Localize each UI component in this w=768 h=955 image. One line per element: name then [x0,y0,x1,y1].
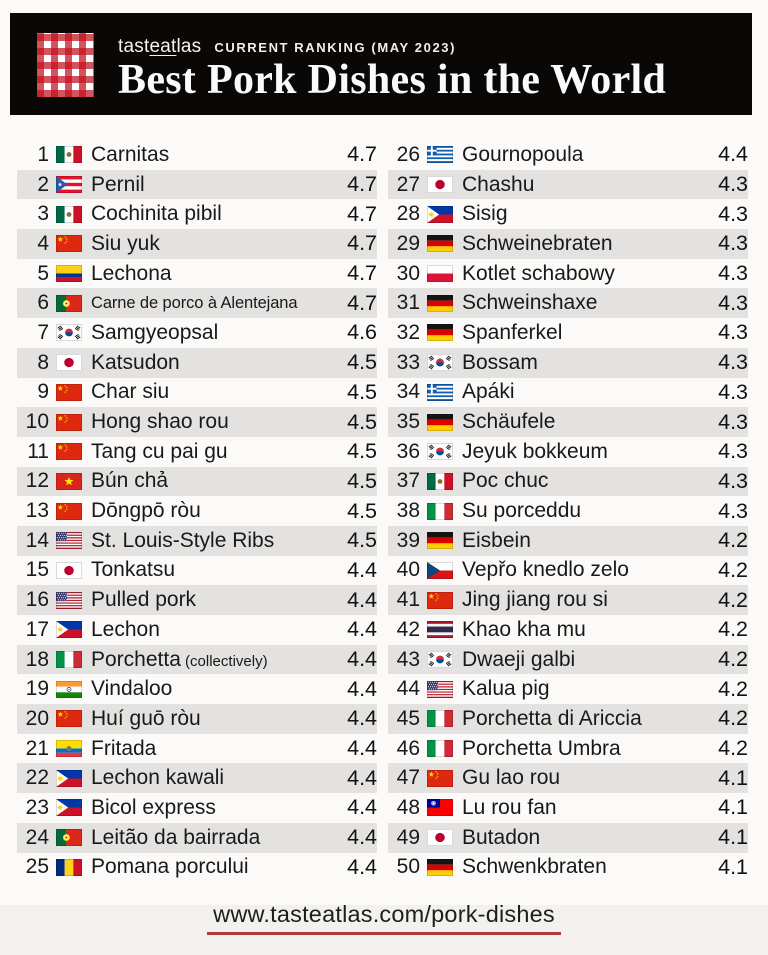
ranking-row [388,229,748,259]
dish-name: Pernil [91,172,145,196]
rank-number: 47 [396,766,420,790]
rating-value: 4.3 [718,350,748,375]
dish-name: Poc chuc [462,469,549,493]
rank-number: 42 [396,617,420,641]
mexico-flag-icon [56,206,82,223]
dish-name: Vepřo knedlo zelo [462,558,629,582]
ranking-row [388,526,748,556]
dish-name: Lechon kawali [91,766,225,790]
dish-name: Eisbein [462,528,531,552]
rank-number: 20 [25,706,49,730]
rating-value: 4.5 [347,528,377,553]
ranking-row [388,288,748,318]
dish-name: Khao kha mu [462,617,586,641]
rank-number: 9 [37,380,49,404]
dish-name: Schweinebraten [462,231,613,255]
rank-number: 24 [25,825,49,849]
rating-value: 4.5 [347,439,377,464]
ranking-row [17,348,377,378]
rating-value: 4.4 [347,587,377,612]
rating-value: 4.4 [347,795,377,820]
dish-name: Carnitas [91,142,170,166]
philippines-flag-icon [56,621,82,638]
dish-name: Porchetta Umbra [462,736,621,760]
china-flag-icon [56,503,82,520]
rank-number: 33 [396,350,420,374]
rank-number: 18 [25,647,49,671]
rating-value: 4.4 [347,557,377,582]
dish-name: Gournopoula [462,142,584,166]
dish-name: Cochinita pibil [91,202,222,226]
ranking-column-left [17,140,377,882]
dish-name: Schäufele [462,410,556,434]
rating-value: 4.3 [718,468,748,493]
rank-number: 17 [25,617,49,641]
dish-name: Dōngpō ròu [91,499,201,523]
ranking-row [388,763,748,793]
portugal-flag-icon [56,829,82,846]
rank-number: 10 [25,410,49,434]
ranking-row [17,407,377,437]
ranking-column-right [388,140,748,882]
rank-number: 5 [37,261,49,285]
rating-value: 4.4 [718,142,748,167]
dish-note: (collectively) [180,652,268,670]
south-korea-flag-icon [56,324,82,341]
rating-value: 4.1 [718,765,748,790]
rating-value: 4.2 [718,617,748,642]
rating-value: 4.3 [718,201,748,226]
dish-name: Bún chả [91,469,169,493]
ranking-row [388,674,748,704]
rank-number: 29 [396,231,420,255]
rank-number: 39 [396,528,420,552]
rank-number: 41 [396,588,420,612]
rating-value: 4.2 [718,557,748,582]
rating-value: 4.2 [718,647,748,672]
philippines-flag-icon [56,799,82,816]
rating-value: 4.5 [347,498,377,523]
japan-flag-icon [56,562,82,579]
romania-flag-icon [56,859,82,876]
rating-value: 4.3 [718,172,748,197]
ranking-row [388,793,748,823]
ranking-row [17,734,377,764]
ranking-row [388,378,748,408]
dish-name: Bossam [462,350,538,374]
ranking-label: CURRENT RANKING (MAY 2023) [214,40,457,55]
rating-value: 4.2 [718,528,748,553]
rank-number: 40 [396,558,420,582]
usa-flag-icon [56,532,82,549]
dish-name: Tang cu pai gu [91,439,228,463]
germany-flag-icon [427,532,453,549]
taiwan-flag-icon [427,799,453,816]
rating-value: 4.2 [718,706,748,731]
rank-number: 37 [396,469,420,493]
rating-value: 4.3 [718,231,748,256]
ranking-row [388,823,748,853]
rating-value: 4.3 [718,261,748,286]
rating-value: 4.5 [347,350,377,375]
rating-value: 4.1 [718,854,748,879]
rating-value: 4.1 [718,825,748,850]
rank-number: 23 [25,795,49,819]
india-flag-icon [56,681,82,698]
ranking-row [388,437,748,467]
south-korea-flag-icon [427,651,453,668]
rating-value: 4.7 [347,231,377,256]
dish-name: Schwenkbraten [462,855,607,879]
dish-name: Schweinshaxe [462,291,598,315]
rank-number: 22 [25,766,49,790]
japan-flag-icon [56,354,82,371]
ranking-row [388,140,748,170]
rank-number: 14 [25,528,49,552]
china-flag-icon [56,414,82,431]
ranking-row [388,348,748,378]
dish-name: Su porceddu [462,499,582,523]
ranking-row [17,763,377,793]
ranking-row [17,615,377,645]
dish-name: Butadon [462,825,541,849]
rating-value: 4.7 [347,201,377,226]
dish-name: Pulled pork [91,588,197,612]
ranking-row [17,170,377,200]
greece-flag-icon [427,146,453,163]
rank-number: 45 [396,706,420,730]
rating-value: 4.4 [347,854,377,879]
ranking-row [17,556,377,586]
ranking-row [388,407,748,437]
dish-name: Spanferkel [462,320,563,344]
china-flag-icon [56,384,82,401]
rating-value: 4.4 [347,676,377,701]
dish-name: Chashu [462,172,535,196]
ranking-row [388,318,748,348]
germany-flag-icon [427,324,453,341]
ranking-row [17,853,377,883]
greece-flag-icon [427,384,453,401]
italy-flag-icon [56,651,82,668]
header-text [118,13,744,115]
italy-flag-icon [427,503,453,520]
rank-number: 43 [396,647,420,671]
japan-flag-icon [427,176,453,193]
rating-value: 4.3 [718,439,748,464]
germany-flag-icon [427,295,453,312]
footer-url: www.tasteatlas.com/pork-dishes [207,901,561,935]
dish-name: Siu yuk [91,231,160,255]
tasteatlas-gingham-logo-icon [37,33,94,97]
rank-number: 26 [396,142,420,166]
rank-number: 19 [25,677,49,701]
ranking-row [17,645,377,675]
rating-value: 4.7 [347,142,377,167]
dish-name: Samgyeopsal [91,320,219,344]
usa-flag-icon [56,592,82,609]
rating-value: 4.4 [347,736,377,761]
ecuador-flag-icon [56,740,82,757]
rating-value: 4.7 [347,261,377,286]
rating-value: 4.5 [347,409,377,434]
italy-flag-icon [427,740,453,757]
rank-number: 7 [37,320,49,344]
dish-name: Apáki [462,380,515,404]
puerto-rico-flag-icon [56,176,82,193]
rank-number: 50 [396,855,420,879]
philippines-flag-icon [56,770,82,787]
ranking-row [17,437,377,467]
ranking-row [17,793,377,823]
dish-name: Leitão da bairrada [91,825,261,849]
china-flag-icon [427,592,453,609]
rank-number: 32 [396,320,420,344]
rank-number: 16 [25,588,49,612]
ranking-row [388,853,748,883]
rank-number: 46 [396,736,420,760]
rating-value: 4.2 [718,676,748,701]
ranking-row [388,496,748,526]
philippines-flag-icon [427,206,453,223]
dish-name: Lechon [91,617,160,641]
ranking-list [0,140,768,885]
rank-number: 34 [396,380,420,404]
rank-number: 31 [396,291,420,315]
dish-name: Hong shao rou [91,410,229,434]
ranking-row [388,734,748,764]
page-title: Best Pork Dishes in the World [118,57,667,103]
logo-line [118,36,456,58]
rank-number: 12 [25,469,49,493]
rank-number: 2 [37,172,49,196]
vietnam-flag-icon [56,473,82,490]
italy-flag-icon [427,710,453,727]
china-flag-icon [56,443,82,460]
rank-number: 6 [37,291,49,315]
usa-flag-icon [427,681,453,698]
rank-number: 1 [37,142,49,166]
germany-flag-icon [427,235,453,252]
ranking-row [17,674,377,704]
japan-flag-icon [427,829,453,846]
poland-flag-icon [427,265,453,282]
ranking-row [388,467,748,497]
dish-name: Pomana porcului [91,855,249,879]
south-korea-flag-icon [427,443,453,460]
rank-number: 28 [396,202,420,226]
rating-value: 4.3 [718,409,748,434]
dish-name: Jing jiang rou si [462,588,608,612]
rank-number: 3 [37,202,49,226]
ranking-row [388,170,748,200]
dish-name: Char siu [91,380,170,404]
rating-value: 4.4 [347,765,377,790]
rank-number: 8 [37,350,49,374]
colombia-flag-icon [56,265,82,282]
ranking-row [17,259,377,289]
dish-name: Porchetta (collectively) [91,647,268,671]
rank-number: 13 [25,499,49,523]
ranking-row [388,199,748,229]
dish-name: St. Louis-Style Ribs [91,528,275,552]
thailand-flag-icon [427,621,453,638]
rank-number: 27 [396,172,420,196]
rank-number: 38 [396,499,420,523]
rating-value: 4.4 [347,706,377,731]
dish-name: Kotlet schabowy [462,261,615,285]
rank-number: 44 [396,677,420,701]
germany-flag-icon [427,859,453,876]
dish-name: Vindaloo [91,677,173,701]
ranking-row [17,229,377,259]
rating-value: 4.6 [347,320,377,345]
ranking-row [388,615,748,645]
rating-value: 4.4 [347,617,377,642]
dish-name: Bicol express [91,795,216,819]
rating-value: 4.3 [718,320,748,345]
dish-name: Tonkatsu [91,558,176,582]
ranking-row [17,378,377,408]
ranking-row [17,199,377,229]
ranking-row [388,556,748,586]
ranking-row [17,823,377,853]
ranking-row [17,585,377,615]
czechia-flag-icon [427,562,453,579]
tasteatlas-logo-text: tasteatlas [118,36,202,57]
ranking-row [17,140,377,170]
rating-value: 4.3 [718,498,748,523]
portugal-flag-icon [56,295,82,312]
ranking-row [17,288,377,318]
china-flag-icon [427,770,453,787]
germany-flag-icon [427,414,453,431]
dish-name: Porchetta di Ariccia [462,706,642,730]
mexico-flag-icon [56,146,82,163]
dish-name: Kalua pig [462,677,550,701]
rank-number: 35 [396,410,420,434]
rating-value: 4.1 [718,795,748,820]
dish-name: Dwaeji galbi [462,647,576,671]
dish-name: Katsudon [91,350,180,374]
rank-number: 21 [25,736,49,760]
rating-value: 4.5 [347,468,377,493]
rating-value: 4.7 [347,290,377,315]
rating-value: 4.7 [347,172,377,197]
rating-value: 4.4 [347,825,377,850]
dish-name: Jeyuk bokkeum [462,439,608,463]
dish-name: Gu lao rou [462,766,561,790]
rank-number: 4 [37,231,49,255]
rating-value: 4.5 [347,379,377,404]
dish-name: Carne de porco à Alentejana [91,293,298,312]
rating-value: 4.2 [718,587,748,612]
rating-value: 4.3 [718,379,748,404]
south-korea-flag-icon [427,354,453,371]
rank-number: 11 [27,439,49,463]
rank-number: 36 [396,439,420,463]
footer [0,901,768,935]
ranking-row [388,259,748,289]
dish-name: Fritada [91,736,157,760]
mexico-flag-icon [427,473,453,490]
china-flag-icon [56,710,82,727]
rank-number: 25 [25,855,49,879]
rank-number: 15 [25,558,49,582]
dish-name: Sisig [462,202,508,226]
ranking-row [388,585,748,615]
rating-value: 4.3 [718,290,748,315]
rating-value: 4.2 [718,736,748,761]
rank-number: 30 [396,261,420,285]
ranking-row [17,704,377,734]
rank-number: 49 [396,825,420,849]
ranking-row [388,704,748,734]
dish-name: Lu rou fan [462,795,557,819]
ranking-row [17,318,377,348]
header-banner [10,13,752,115]
ranking-row [17,467,377,497]
ranking-row [17,496,377,526]
dish-name: Huí guō ròu [91,706,201,730]
rank-number: 48 [396,795,420,819]
ranking-row [17,526,377,556]
dish-name: Lechona [91,261,172,285]
china-flag-icon [56,235,82,252]
ranking-row [388,645,748,675]
rating-value: 4.4 [347,647,377,672]
